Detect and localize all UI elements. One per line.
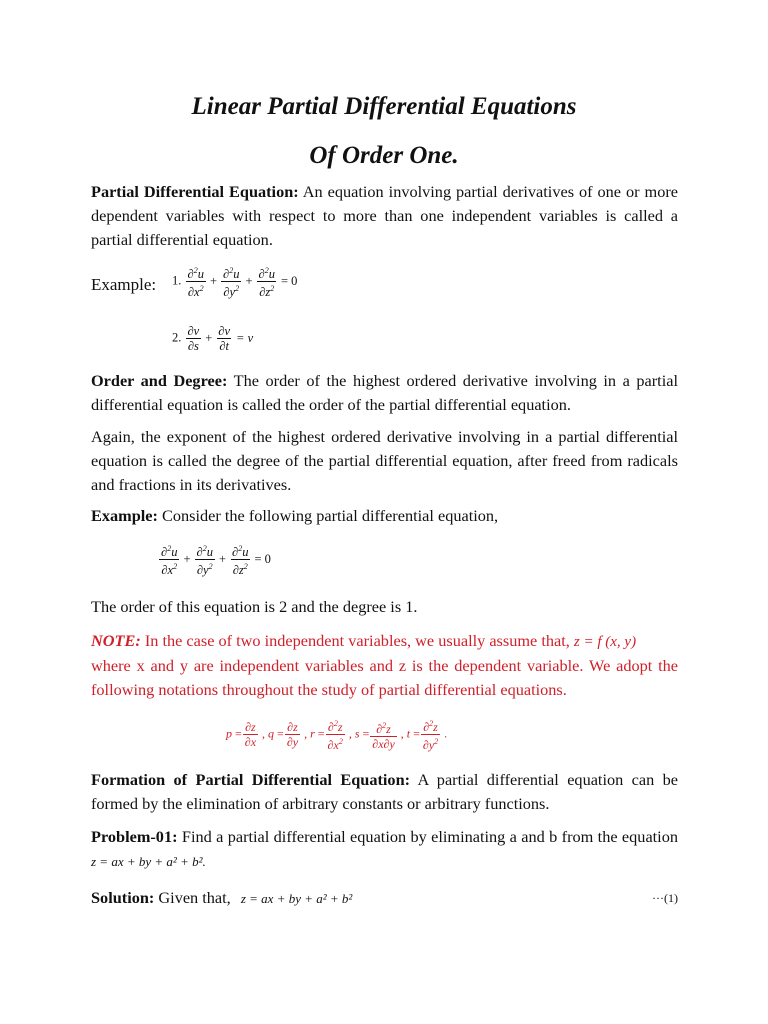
solution-text: Given that,	[154, 888, 231, 907]
formation-text: A partial differential equation can be formed by the elimination of arbitrary constants or arbitrary functions.	[91, 770, 678, 813]
problem-equation: z = ax + by + a² + b².	[91, 854, 206, 869]
example1-label: Example:	[91, 275, 157, 294]
pde-definition-label: Partial Differential Equation:	[91, 182, 299, 201]
eq1-number: 1.	[172, 273, 182, 288]
formation-label: Formation of Partial Differential Equation:	[91, 770, 411, 789]
pde-definition	[91, 180, 678, 252]
note-text-2: where x and y are independent variables and z is the dependent variable. We adopt the following notations throughout the study of partial differential equations.	[91, 656, 678, 699]
example2-label: Example:	[91, 506, 158, 525]
fraction: $\frac{\partial v}{\partial t}$	[218, 324, 231, 353]
degree-paragraph: Again, the exponent of the highest ordered derivative involving in a partial differential equation is called the degree of the partial differential equation, after freed from radicals and fractions in its derivatives.	[91, 427, 678, 494]
equation-reference: ···(1)	[652, 891, 678, 905]
fraction: $\frac{\partial^2u}{\partial z^2}$	[232, 544, 249, 578]
note-text-1: In the case of two independent variables, we usually assume that,	[140, 631, 570, 650]
problem-label: Problem-01:	[91, 827, 178, 846]
eq2-number: 2.	[172, 330, 182, 345]
eq2-rhs: = v	[236, 331, 254, 345]
problem-paragraph	[91, 825, 678, 874]
example2-text: Consider the following partial differential equation,	[157, 506, 499, 525]
example2-equation: $\frac{\partial^2u}{\partial x^2}$ + $\frac{\partial^2u}{\partial y^2}$ + $\frac{\partial^2u}{\partial z^2}$ = 0	[161, 544, 271, 578]
fraction: $\frac{\partial^2u}{\partial y^2}$	[223, 266, 240, 300]
example1-equation-1: 1. $\frac{\partial^2u}{\partial x^2}$ + $\frac{\partial^2u}{\partial y^2}$ + $\frac{\partial^2u}{\partial z^2}$ = 0	[172, 266, 298, 300]
note-zfxy: z = f (x, y)	[573, 634, 637, 650]
order-degree-text: The order of the highest ordered derivative involving in a partial differential equation is called the order of the partial differential equation.	[91, 371, 678, 414]
title-line-2: Of Order One.	[309, 142, 459, 169]
formation-paragraph	[91, 768, 678, 816]
order-degree-label: Order and Degree:	[91, 371, 228, 390]
solution-label: Solution:	[91, 888, 155, 907]
order-statement: The order of this equation is 2 and the degree is 1.	[91, 597, 418, 616]
fraction: $\frac{\partial^2u}{\partial x^2}$	[161, 544, 178, 578]
example1-equation-2: 2. $\frac{\partial v}{\partial s}$ + $\frac{\partial v}{\partial t}$ = v	[172, 324, 254, 353]
note-label: NOTE:	[91, 631, 141, 650]
pde-definition-text: An equation involving partial derivatives of one or more dependent variables with respect to more than one independent variables is called a partial differential equation.	[91, 182, 678, 249]
solution-equation: z = ax + by + a² + b²	[240, 891, 353, 906]
fraction: $\frac{\partial v}{\partial s}$	[187, 324, 200, 353]
fraction: $\frac{\partial^2u}{\partial x^2}$	[187, 266, 204, 300]
note-paragraph	[91, 629, 678, 702]
title-line-1: Linear Partial Differential Equations	[191, 93, 577, 120]
notation-equations: p = $\frac{\partial z}{\partial x}$ , q = $\frac{\partial z}{\partial y}$ , r = $\frac{\partial^2z}{\partial x^2}$ , s = $\frac{\partial^2z}{\partial x\partial y}$ , t = $\frac{\partial^2z}{\partial y^2}$ .	[226, 719, 448, 752]
example2-rhs: = 0	[254, 552, 271, 567]
fraction: $\frac{\partial^2u}{\partial z^2}$	[258, 266, 275, 300]
example2-paragraph	[91, 504, 678, 528]
eq1-rhs: = 0	[280, 274, 298, 289]
problem-text: Find a partial differential equation by eliminating a and b from the equation	[177, 827, 678, 846]
solution-paragraph	[91, 886, 678, 911]
order-degree-definition	[91, 369, 678, 417]
fraction: $\frac{\partial^2u}{\partial y^2}$	[196, 544, 213, 578]
